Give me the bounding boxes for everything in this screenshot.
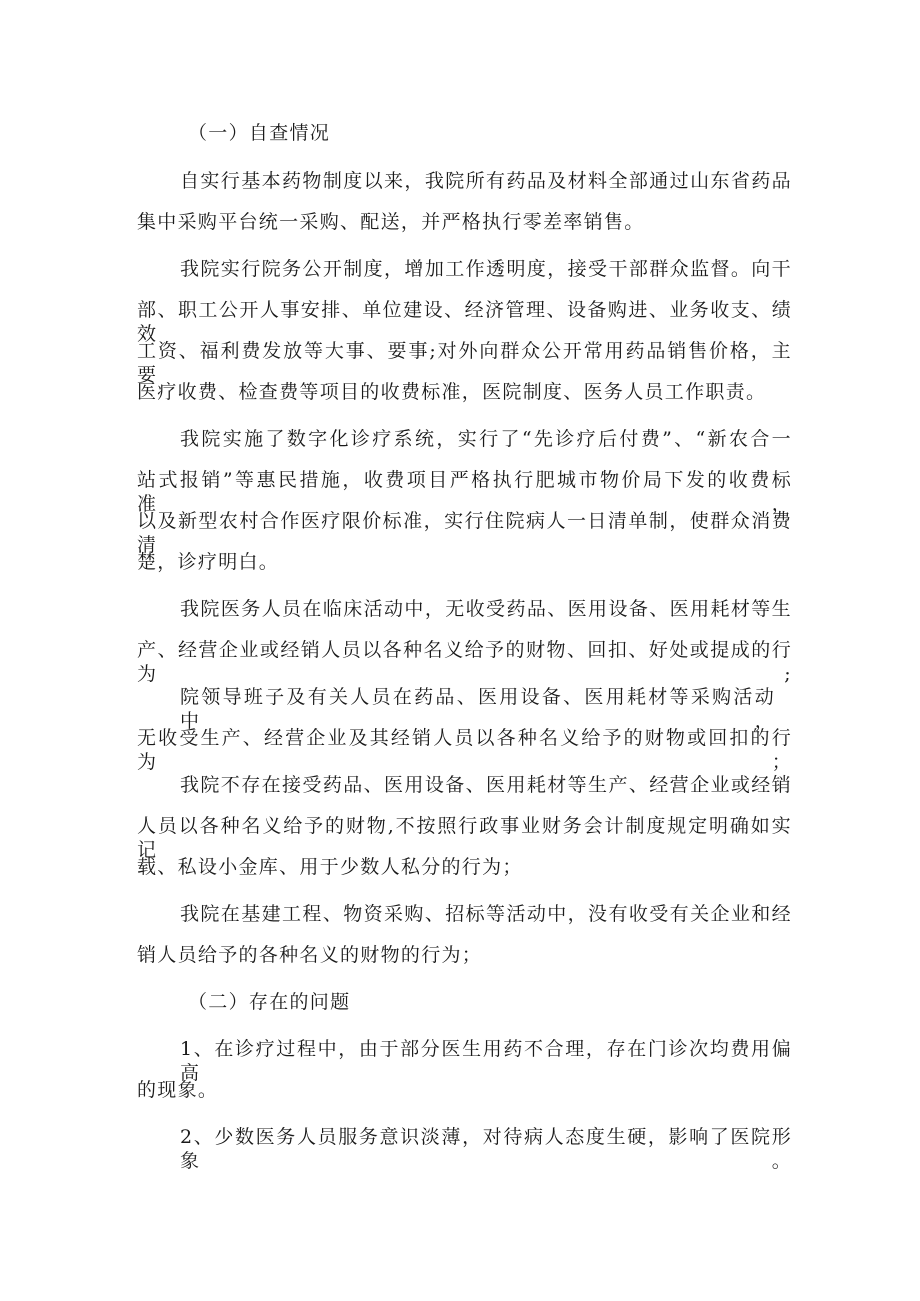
paragraph-line: 院领导班子及有关人员在药品、医用设备、医用耗材等采购活动中，	[180, 686, 775, 732]
paragraph-line: 我院医务人员在临床活动中，无收受药品、医用设备、医用耗材等生	[180, 598, 792, 620]
paragraph-line: 2、少数医务人员服务意识淡薄，对待病人态度生硬，影响了医院形象。	[180, 1126, 792, 1172]
paragraph-line: 销人员给予的各种名义的财物的行为；	[137, 944, 483, 966]
paragraph-line: 我院实行院务公开制度，增加工作透明度，接受干部群众监督。向干	[180, 258, 792, 280]
paragraph-line: 集中采购平台统一采购、配送，并严格执行零差率销售。	[137, 211, 645, 233]
paragraph-line: 我院不存在接受药品、医用设备、医用耗材等生产、经营企业或经销	[180, 774, 792, 796]
paragraph-line: 1、在诊疗过程中，由于部分医生用药不合理，存在门诊次均费用偏高	[180, 1038, 792, 1084]
paragraph-line: 医疗收费、检查费等项目的收费标准，医院制度、医务人员工作职责。	[137, 381, 767, 403]
paragraph-line: 部、职工公开人事安排、单位建设、经济管理、设备购进、业务收支、绩效	[137, 299, 792, 345]
paragraph-line: 我院实施了数字化诊疗系统，实行了“先诊疗后付费”、“新农合一	[180, 428, 792, 450]
paragraph-line: 站式报销”等惠民措施，收费项目严格执行肥城市物价局下发的收费标准，	[137, 469, 792, 515]
paragraph-line: 载、私设小金库、用于少数人私分的行为；	[137, 856, 523, 878]
section-heading-issues: （二）存在的问题	[188, 991, 351, 1013]
paragraph-line: 人员以各种名义给予的财物,不按照行政事业财务会计制度规定明确如实记	[137, 815, 792, 861]
paragraph-line: 楚，诊疗明白。	[137, 551, 280, 573]
paragraph-line: 产、经营企业或经销人员以各种名义给予的财物、回扣、好处或提成的行为;	[137, 639, 792, 685]
paragraph-line: 以及新型农村合作医疗限价标准，实行住院病人一日清单制，使群众消费清	[137, 510, 792, 556]
paragraph-line: 自实行基本药物制度以来，我院所有药品及材料全部通过山东省药品	[180, 170, 792, 192]
paragraph-line: 工资、福利费发放等大事、要事;对外向群众公开常用药品销售价格，主要	[137, 340, 792, 386]
paragraph-line: 无收受生产、经营企业及其经销人员以各种名义给予的财物或回扣的行为；	[137, 727, 792, 773]
section-heading-self-check: （一）自查情况	[188, 122, 331, 144]
paragraph-line: 我院在基建工程、物资采购、招标等活动中，没有收受有关企业和经	[180, 903, 792, 925]
paragraph-line: 的现象。	[137, 1079, 219, 1101]
